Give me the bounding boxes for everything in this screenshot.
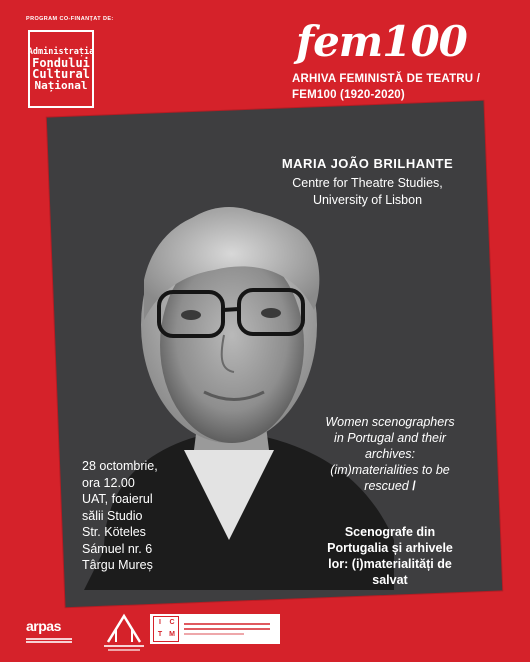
event-time: ora 12.00 (82, 475, 135, 490)
afcn-logo-line: Fondului (32, 56, 90, 70)
event-city: Târgu Mureș (82, 558, 153, 572)
talk-title-en (320, 414, 460, 494)
event-venue: UAT, foaierul (82, 492, 153, 506)
talk-title-ro: Scenografe din Portugalia și arhivele lor: (i)materialități de salvat (327, 525, 453, 587)
event-venue-hall: sălii Studio (82, 508, 143, 523)
project-subtitle (292, 71, 512, 103)
speaker-affiliation (270, 175, 465, 209)
partner-logos (0, 608, 530, 662)
subtitle-line: FEM100 (1920-2020) (292, 89, 405, 101)
affiliation-line: Centre for Theatre Studies, (292, 176, 443, 190)
fem100-logo: fem100 (296, 17, 467, 66)
ictm-mark: I C T M (153, 616, 179, 642)
arpas-logo-subtext (26, 638, 72, 644)
event-info (82, 458, 194, 574)
event-street: Str. Köteles (82, 525, 146, 539)
afcn-logo-line: Național (34, 79, 88, 92)
ictm-logo-text (184, 620, 270, 638)
ictm-logo (150, 614, 280, 644)
afcn-logo (28, 30, 94, 108)
title-separator: / (408, 479, 416, 493)
cofinanced-label: PROGRAM CO-FINANȚAT DE: (26, 16, 114, 22)
subtitle-line: ARHIVA FEMINISTĂ DE TEATRU / (292, 73, 481, 85)
talk-title-en-text: Women scenographers in Portugal and their archives: (im)materialities to be rescued (325, 415, 455, 493)
speaker-name: MARIA JOÃO BRILHANTE (281, 156, 454, 171)
afcn-logo-line: Cultural (32, 67, 90, 81)
event-date: 28 octombrie, (82, 459, 158, 473)
afcn-logo-line: Administrația (27, 47, 95, 57)
event-street-number: Sámuel nr. 6 (82, 541, 153, 556)
arpas-logo: arpas (26, 618, 61, 634)
affiliation-line: University of Lisbon (312, 193, 423, 207)
uat-logo (102, 612, 146, 654)
